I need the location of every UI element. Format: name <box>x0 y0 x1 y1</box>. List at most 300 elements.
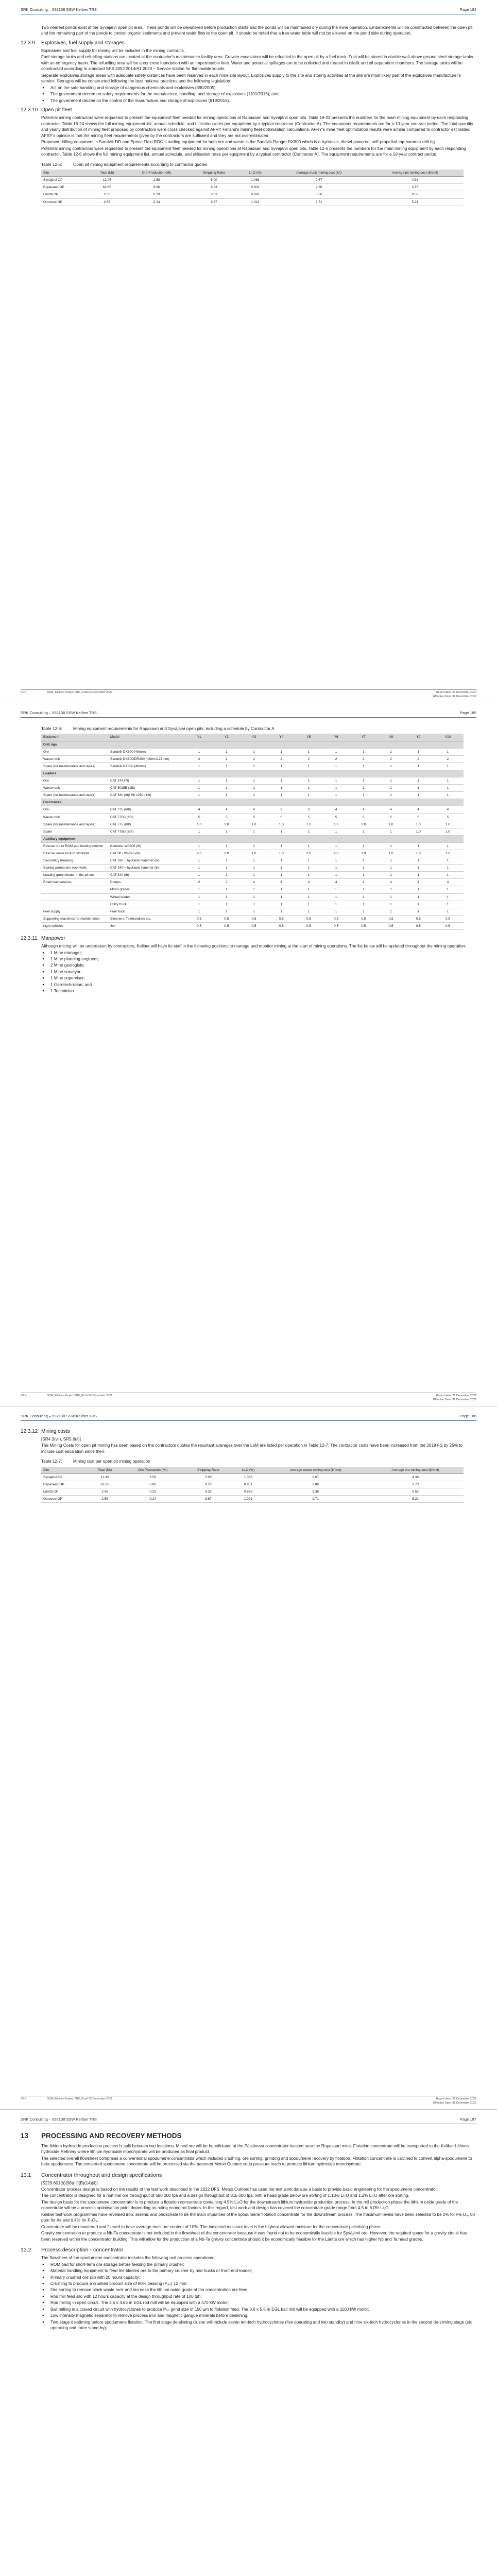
table-cell: 0.5 <box>240 922 267 929</box>
table-body <box>41 1474 464 1503</box>
table-cell: 0.29 <box>122 1488 184 1496</box>
table-cell: 1.0 <box>240 850 267 857</box>
document-page-185 <box>0 703 497 1406</box>
table-cell: 2 <box>322 755 350 762</box>
table-cell: 4 <box>377 879 404 886</box>
table-group-row <box>41 835 464 842</box>
table-row <box>41 842 464 850</box>
header-company: SRK Consulting – 592138 SSW Keliber TRS <box>21 7 97 12</box>
table-cell: 1 <box>240 842 267 850</box>
table-cell: 5.00 <box>184 1474 232 1481</box>
table-cell: 2.56 <box>90 198 125 206</box>
table-cell: 1.0 <box>185 821 213 828</box>
table-cell: 1 <box>377 857 404 865</box>
list-item: ● Two-stage de-sliming before spodumene flotation. The first stage de-sliming cluster will include seven ten-inch hydrocyclones (five operating and two standby) and nine six-inch hydrocyclones in the second de-sliming stage (six operating and three stand-by); <box>41 2319 476 2331</box>
table-cell: 2 <box>377 755 404 762</box>
table-cell: 5 <box>322 814 350 821</box>
table-cell: Utility truck <box>108 901 185 908</box>
table-cell: 5 <box>377 814 404 821</box>
table-cell: 5 <box>295 814 322 821</box>
column-header: Average truck mining cost (€/t) <box>271 170 367 177</box>
table-row <box>41 879 464 886</box>
table-cell: 1 <box>322 777 350 785</box>
table-cell: 1.068 <box>233 1474 264 1481</box>
table-cell: 0.5 <box>405 915 432 922</box>
table-caption: Table 12-6: Mining equipment requirements for Rapasaari and Syväjärvi open pits, including a schedule by Contractor A <box>41 726 275 731</box>
table-cell: 0.5 <box>268 915 295 922</box>
table-cell: 1 <box>432 792 464 799</box>
table-cell: 1 <box>295 842 322 850</box>
table-cell: 1 <box>240 865 267 872</box>
table-cell: 1 <box>405 748 432 755</box>
table-cell: 1 <box>213 872 240 879</box>
table-cell: 0.5 <box>322 915 350 922</box>
list-item: ● The government decree on safety requirements for the manufacture, handling, and storage of explosives (1101/2015); and <box>41 91 476 97</box>
list-item: ● 1 Mine manager; <box>41 950 476 956</box>
table-cell: 1 <box>350 748 377 755</box>
table-cell: 1 <box>405 842 432 850</box>
header-company: SRK Consulting – 592138 SSW Keliber TRS <box>21 710 97 715</box>
table-cell: 1.0 <box>405 828 432 835</box>
table-cell: 1.0 <box>295 821 322 828</box>
table-cell: 0.901 <box>233 1481 264 1488</box>
section-heading: 12.3.12 Mining costs <box>21 1429 70 1434</box>
document-page-187 <box>0 2110 497 2576</box>
table-cell: Supporting machines for maintenance <box>41 915 108 922</box>
group-label: Loaders <box>41 770 464 777</box>
table-cell: Fuel truck <box>108 908 185 915</box>
table-cell: 2.56 <box>88 1496 122 1503</box>
table-cell: 1 <box>322 748 350 755</box>
paragraph: The flowsheet of the spodumene concentrator includes the following unit process operations: <box>41 2256 214 2261</box>
table-cell: 1 <box>213 785 240 792</box>
table-cell: 1 <box>377 828 404 835</box>
table-cell: 5 <box>268 814 295 821</box>
table-row <box>41 857 464 865</box>
table-cell: 1 <box>405 785 432 792</box>
table-cell: 1 <box>268 872 295 879</box>
table-cell: 4 <box>295 879 322 886</box>
table-cell: 1 <box>432 762 464 770</box>
table-cell: 1 <box>240 785 267 792</box>
table-cell: 1 <box>432 857 464 865</box>
table-cell: 1 <box>432 785 464 792</box>
table-cell: 1 <box>185 842 213 850</box>
table-cell: 1.0 <box>377 850 404 857</box>
table-cell: 1 <box>322 762 350 770</box>
table-cell: Länttä OP <box>41 1488 88 1496</box>
table-cell: 5 <box>185 814 213 821</box>
table-cell: 1 <box>268 762 295 770</box>
page-number: Page 186 <box>459 1414 476 1418</box>
table-cell: 1 <box>213 777 240 785</box>
table-cell: 1 <box>322 908 350 915</box>
table-cell: 1.0 <box>432 821 464 828</box>
table-cell: 1.0 <box>405 850 432 857</box>
table-cell: 4 <box>405 879 432 886</box>
table-cell: 1 <box>185 886 213 893</box>
table-cell: 1 <box>185 777 213 785</box>
table-cell: 1 <box>240 893 267 901</box>
section-heading: 13.2 Process description - concentrator <box>21 2247 124 2253</box>
table-cell: 1 <box>377 893 404 901</box>
table-cell: 2 <box>185 879 213 886</box>
table-cell: 1 <box>322 893 350 901</box>
table-cell: 0.24 <box>125 198 189 206</box>
table-cell: Outovesi OP <box>41 1496 88 1503</box>
table-cell: 1 <box>405 908 432 915</box>
table-cell: CAT 08 / 05-295 (6t) <box>108 850 185 857</box>
table-cell: CAT 340 + hydraulic hammer (6t) <box>108 865 185 872</box>
table-row <box>41 785 464 792</box>
table-cell: 1 <box>350 857 377 865</box>
table-cell: 2.0 <box>185 850 213 857</box>
table-cell: 0.5 <box>185 922 213 929</box>
table-group-row <box>41 770 464 777</box>
column-header: Average waste mining cost (€/dmt) <box>264 1467 367 1474</box>
table-cell: 2 <box>268 755 295 762</box>
table-caption: Table 12-7: Mining cost per open pit mining operation <box>41 1459 150 1464</box>
table-cell: Rescue ore to ROM pad feeding crusher <box>41 842 108 850</box>
section-heading: 12.3.11 Manpower <box>21 936 65 942</box>
table-cell: 5 <box>350 814 377 821</box>
table-cell: 1 <box>350 893 377 901</box>
table-cell: 6.86 <box>125 184 189 191</box>
table-cell: 1 <box>240 872 267 879</box>
table-cell: 0.5 <box>350 922 377 929</box>
table-cell: 1 <box>377 792 404 799</box>
table-cell: 1 <box>213 792 240 799</box>
table-12-5 <box>41 170 464 206</box>
table-cell: 1.0 <box>432 850 464 857</box>
table-cell: CAT 330 + hydraulic hammer (6t) <box>108 857 185 865</box>
header-company: SRK Consulting – 592138 SSW Keliber TRS <box>21 2117 97 2122</box>
table-cell: Wheel loader <box>108 893 185 901</box>
table-cell: 3 <box>268 806 295 814</box>
table-cell: 1 <box>268 886 295 893</box>
table-cell: 1.0 <box>377 821 404 828</box>
table-cell: 1 <box>213 886 240 893</box>
table-cell: 62.65 <box>88 1481 122 1488</box>
table-cell: 4 <box>432 879 464 886</box>
table-cell: 1 <box>185 762 213 770</box>
table-cell: 4 <box>213 806 240 814</box>
table-cell: 0.5 <box>268 922 295 929</box>
table-cell: 1.0 <box>268 821 295 828</box>
table-cell: 1 <box>432 893 464 901</box>
table-cell: 1 <box>432 886 464 893</box>
table-cell: 2.67 <box>271 177 367 184</box>
table-row <box>41 922 464 929</box>
page-footer: SRK SSW_Keliber Project TRS_Final 22 December 2022 Report date: 22 December 2022 Effective Date: 31 December 2022 <box>21 689 476 701</box>
table-cell: 1 <box>268 865 295 872</box>
table-row <box>41 865 464 872</box>
section-heading: 12.3.10 Open pit fleet <box>21 107 72 113</box>
table-cell: 1 <box>268 785 295 792</box>
table-cell: 2 <box>432 755 464 762</box>
table-cell: 1 <box>240 762 267 770</box>
table-cell: 0.29 <box>125 191 189 198</box>
table-cell: Spare (for maintenance and repair) <box>41 821 108 828</box>
table-cell: 1.0 <box>240 821 267 828</box>
table-cell: Secondary breaking <box>41 857 108 865</box>
table-cell: 2.0 <box>213 850 240 857</box>
table-cell: CAT 374 (7t) <box>108 777 185 785</box>
table-cell: 1 <box>405 792 432 799</box>
table-cell: 1 <box>295 901 322 908</box>
table-12-7 <box>41 1467 464 1503</box>
page-body <box>21 1425 476 1503</box>
table-cell: 1 <box>185 785 213 792</box>
table-cell: 1.021 <box>233 1496 264 1503</box>
table-cell: 2.0 <box>295 850 322 857</box>
table-cell: Sleipners, Telehandlers etc. <box>108 915 185 922</box>
table-row <box>41 828 464 835</box>
table-cell: Outovesi OP <box>41 198 90 206</box>
table-row <box>41 762 464 770</box>
table-row <box>41 1496 464 1503</box>
page-number: Page 187 <box>459 2117 476 2122</box>
table-cell: CAT 775 (60t) <box>108 806 185 814</box>
table-cell: 2.67 <box>264 1474 367 1481</box>
table-cell: 4 <box>350 806 377 814</box>
table-cell: 5 <box>405 814 432 821</box>
table-cell: 1 <box>377 842 404 850</box>
table-cell: Komatsu WA600 (6t) <box>108 842 185 850</box>
table-cell: 1 <box>377 865 404 872</box>
list-item: ● Rod mill feed silo with 12 hours capacity at the design throughput rate of 100 tph; <box>41 2294 476 2299</box>
table-row <box>41 198 464 206</box>
table-cell: 1 <box>185 792 213 799</box>
table-cell: 1 <box>295 762 322 770</box>
column-header: Y9 <box>405 734 432 741</box>
table-cell: 2.71 <box>271 198 367 206</box>
document-page-184 <box>0 0 497 703</box>
table-cell: 1 <box>295 748 322 755</box>
column-header: Y10 <box>432 734 464 741</box>
table-cell: CAT 340 (6t) <box>108 872 185 879</box>
table-cell: 1 <box>377 872 404 879</box>
table-cell: 2.56 <box>88 1488 122 1496</box>
table-cell: 1 <box>185 857 213 865</box>
table-cell: 0.5 <box>377 915 404 922</box>
table-cell: 1 <box>432 842 464 850</box>
table-cell: CAT 775 (60t) <box>108 821 185 828</box>
paragraph: The lithium hydroxide production process is split between two locations. Mined ore will be beneficiated at the Päiväneva concentrator located near the Rapasaari mine. Flotation concentrate will be transported to the Keliber Lithium hydroxide Refinery where lithium hydroxide monohydrate will be produced as final product. <box>41 2143 469 2155</box>
table-cell: 4 <box>322 879 350 886</box>
table-cell: 1 <box>350 872 377 879</box>
table-cell: Pumps <box>108 879 185 886</box>
paragraph: Two nearest ponds exist at the Syväjärvi open pit area. These ponds will be dewatered before production starts and the ponds will be maintained dry during the mine operation. Embankments will be constructed between the open pit and the remaining part of the ponds to control organic sediments and prevent water flow to the open pit. It should be noted that a free water table will not be allowed on the pond side during operation. <box>41 25 473 36</box>
table-cell: Sandvik DX800 (48mm) <box>108 748 185 755</box>
table-cell: 1 <box>322 857 350 865</box>
table-cell: 2 <box>350 755 377 762</box>
table-row <box>41 806 464 814</box>
header-company: SRK Consulting – 592138 SSW Keliber TRS <box>21 1414 97 1418</box>
column-header: Equipment <box>41 734 108 741</box>
list-item: ● Rod milling in open circuit. The 3.5 x 4.65 m EGL rod mill will be equipped with a 470 kW motor; <box>41 2300 476 2306</box>
table-cell: 1 <box>268 908 295 915</box>
list-item: ● Low intensity magnetic separator to remove process iron and magnetic gangue minerals before desliming; <box>41 2313 476 2318</box>
table-cell: 4.38 <box>367 1474 464 1481</box>
table-cell: 1 <box>268 748 295 755</box>
table-cell: Syväjärvi OP <box>41 177 90 184</box>
paragraph: Fuel storage tanks and refuelling stations are located at the contractor's maintenance facility area. Crawler excavators will be refuelled in the open pit by a fuel truck. Fuel will be stored in double-wall above ground steel storage tanks with an emergency basin. The refuelling area will be a concrete foundation with an impermeable liner. Water and potential spillages are to be collected and treated in oil/silt and oil separation chambers. The storage tanks will be constructed according to standard SFS 3352:2014/A1:2020 – Service station for flammable liquids. <box>41 55 473 72</box>
table-body <box>41 741 464 929</box>
table-cell: 1 <box>213 908 240 915</box>
table-cell: 0.5 <box>185 915 213 922</box>
table-cell: Rescue waste rock to stockpile <box>41 850 108 857</box>
table-cell: 1 <box>295 872 322 879</box>
table-cell: CAT 775G (60t) <box>108 828 185 835</box>
table-cell: 1 <box>268 893 295 901</box>
table-group-row <box>41 799 464 806</box>
column-header: Average ore mining cost (€/dmt) <box>367 1467 464 1474</box>
column-header: Y5 <box>295 734 322 741</box>
paragraph: Gravity concentration to produce a Nb-Ta concentrate is not included in the flowsheet of the concentrator because it was found not to be economically feasible for Syväjärvi ore. However, the required space for a gravity circuit has been reserved within the concentrator building. This will allow for the production of a Nb-Ta gravity concentrate should it be economically feasible for the Länttä ore which has higher Nb and Ta head grades. <box>41 2231 467 2242</box>
table-cell: 1 <box>213 828 240 835</box>
table-cell: 1 <box>405 893 432 901</box>
table-cell: 1 <box>377 886 404 893</box>
page-header <box>21 7 476 14</box>
table-cell: 0.5 <box>295 915 322 922</box>
table-cell: 5.21 <box>367 198 464 206</box>
page-body <box>21 25 476 206</box>
table-cell: 2.71 <box>264 1496 367 1503</box>
table-row <box>41 191 464 198</box>
page-header <box>21 710 476 718</box>
list-item: ● 1 Geo-technician; and <box>41 982 476 988</box>
table-cell: 1.0 <box>350 821 377 828</box>
reference-tags: [S229.601(b)(96)(iii)(B)(14)(ii)] <box>41 2180 98 2185</box>
table-cell: 1 <box>268 828 295 835</box>
table-row <box>41 1474 464 1481</box>
table-cell: 1 <box>350 785 377 792</box>
column-header: Model <box>108 734 185 741</box>
table-row <box>41 915 464 922</box>
table-cell: 1 <box>350 828 377 835</box>
table-cell: 1 <box>213 857 240 865</box>
column-header: Y2 <box>213 734 240 741</box>
table-row <box>41 850 464 857</box>
table-cell: 1.0 <box>213 821 240 828</box>
table-cell: Waste rock <box>41 814 108 821</box>
list-item: ● 1 Technician. <box>41 988 476 994</box>
table-cell: 1 <box>185 748 213 755</box>
table-cell: 0.24 <box>122 1496 184 1503</box>
table-cell: Sandvik DX800 (48mm) <box>108 762 185 770</box>
table-row <box>41 177 464 184</box>
reference-tags: [SR4.3(vii), SR5.6(ii)] <box>41 1437 81 1442</box>
table-cell: 3.73 <box>367 184 464 191</box>
table-cell: 2.56 <box>90 191 125 198</box>
list-item: ● Ball milling in a closed circuit with hydrocyclones to produce P₈₀ grind size of 150 µm to flotation feed. The 3.6 x 5.6 m EGL ball mill will be equipped with a 1100 kW motor; <box>41 2307 476 2312</box>
table-cell: 1 <box>432 908 464 915</box>
table-cell: 8.33 <box>189 191 239 198</box>
table-cell: 1.0 <box>268 850 295 857</box>
table-cell: 4 <box>268 879 295 886</box>
table-cell: 2 <box>213 755 240 762</box>
chapter-heading: 13 PROCESSING AND RECOVERY METHODS <box>21 2132 182 2140</box>
table-cell: 2 <box>405 755 432 762</box>
table-cell: 5 <box>213 814 240 821</box>
column-header: Average pit mining cost (€/dmt) <box>367 170 464 177</box>
table-cell: Waste rock <box>41 785 108 792</box>
table-cell: 1 <box>322 901 350 908</box>
table-cell: Ore <box>41 777 108 785</box>
table-cell: 1 <box>295 857 322 865</box>
table-cell: 1 <box>350 886 377 893</box>
column-header: Y7 <box>350 734 377 741</box>
table-cell: 1 <box>295 865 322 872</box>
table-cell: 8.23 <box>184 1481 232 1488</box>
table-cell: 0.5 <box>240 915 267 922</box>
paragraph: The selected overall flowsheet comprises a conventional spodumene concentrator which includes crushing, ore sorting, grinding and spodumene recovery by flotation. Flotation concentrate is calcined to convert alpha-spodumene to beta-spodumene. The converted spodumene concentrate will be processed via the patented Metso Outotec soda pressure leach to produce lithium hydroxide monohydrate. <box>41 2156 472 2167</box>
table-cell: 1 <box>377 908 404 915</box>
column-header: Y8 <box>377 734 404 741</box>
table-cell: 1 <box>240 777 267 785</box>
table-cell: 1 <box>322 792 350 799</box>
table-cell: 1 <box>268 901 295 908</box>
table-cell: 5 <box>240 814 267 821</box>
list-item: ● ROM pad for short-term ore storage before feeding the primary crusher; <box>41 2262 476 2267</box>
table-row <box>41 872 464 879</box>
page-body <box>21 2128 476 2332</box>
table-cell: 1 <box>295 908 322 915</box>
page-footer: SRK SSW_Keliber Project TRS_Final 22 December 2022 Report date: 22 December 2022 Effective Date: 31 December 2022 <box>21 1393 476 1404</box>
table-row <box>41 814 464 821</box>
document-page-186 <box>0 1406 497 2110</box>
table-cell: 62.65 <box>90 184 125 191</box>
column-header: Y3 <box>240 734 267 741</box>
table-cell: Länttä OP <box>41 191 90 198</box>
table-cell: 0.5 <box>213 922 240 929</box>
table-cell: 5.00 <box>189 177 239 184</box>
table-cell: 4 <box>377 806 404 814</box>
table-cell: 1 <box>432 777 464 785</box>
paragraph: Potential mining contractors were requested to present the equipment fleet needed for mining operations at Rapasaari and Syväjärvi open pits. Table 12-5 presents the numbers for the main mining equipment by each responding contractor. Table 12-6 shows the full mining equipment list, annual schedule, and utilisation rates per equipment by a typical contractor (Contractor A). The equipment requirements are for a 10-year contract period. <box>41 146 466 157</box>
paragraph: Separate explosives storage areas with adequate safety distances have been reserved in each mine site layout. Explosives supply to the site and storing activities at the site are most likely part of the explosives manufacturer's service. Storages will be constructed following the best national practices and the following legislation: <box>41 73 461 84</box>
table-cell: 1 <box>295 792 322 799</box>
list-item: ● Primary crushed ore silo with 20 hours capacity; <box>41 2275 476 2280</box>
table-cell: 0.5 <box>213 915 240 922</box>
table-cell: 1 <box>240 748 267 755</box>
table-cell: 1 <box>240 908 267 915</box>
table-cell: 1 <box>350 908 377 915</box>
table-cell: 1 <box>322 828 350 835</box>
table-cell: Scaling permanent rock walls <box>41 865 108 872</box>
table-cell: 5.21 <box>367 1496 464 1503</box>
table-cell: 1 <box>350 792 377 799</box>
table-cell: 1 <box>405 857 432 865</box>
column-header: Total (Mt) <box>90 170 125 177</box>
table-cell: 0.866 <box>233 1488 264 1496</box>
table-cell: CAT 775G (60t) <box>108 814 185 821</box>
table-row <box>41 777 464 785</box>
table-cell: Spare <box>41 828 108 835</box>
column-header: Ore Production (Mt) <box>122 1467 184 1474</box>
table-cell: 4 <box>432 806 464 814</box>
bullet-list <box>41 2262 476 2331</box>
table-12-6 <box>41 734 464 930</box>
table-cell: Loading groundwater in the pit etc. <box>41 872 108 879</box>
table-cell: 8.52 <box>367 1488 464 1496</box>
table-cell: 1 <box>350 901 377 908</box>
table-cell: Road maintenance <box>41 879 108 886</box>
table-cell: 5 <box>432 814 464 821</box>
table-cell: Fuel supply <box>41 908 108 915</box>
table-cell: 1.068 <box>239 177 271 184</box>
